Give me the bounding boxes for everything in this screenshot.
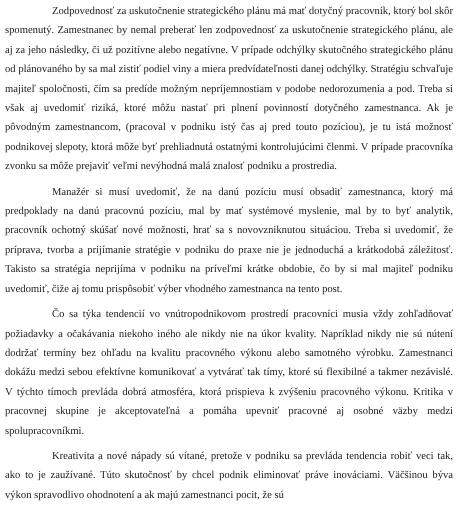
paragraph-creativity: Kreativita a nové nápady sú vítané, pretože v podniku sa prevláda tendencia robiť veci tak, ako to je zaužívané. Túto skutočnosť by chcel podnik eliminovať práve inováciami. Väčšinou býva výkon spravodlivo ohodnotení a ak majú zamestnanci pocit, že sú — [5, 450, 453, 501]
paragraph-manager: Manažér si musí uvedomiť, že na danú pozíciu musí obsadiť zamestnanca, ktorý má predpoklady na danú pracovnú pozíciu, mal by mať systémové myslenie, mal by to byť analytik, pracovník ochotný skúšať nové možnosti, hrať sa s novovzniknutou situáciou. Treba si uvedomiť, že príprava, tvorba a prijímanie stratégie v podniku do praxe nie je jednoduchá a krátkodobá záležitosť. Takisto sa stratégia neprijíma v podniku na príveľmi krátke obdobie, čo by si mal majiteľ podniku uvedomiť, čiže aj tomu prispôsobiť výber vhodného zamestnanca na tento post. — [5, 186, 453, 295]
paragraph-responsibility: Zodpovednosť za uskutočnenie strategického plánu má mať dotyčný pracovník, ktorý bol skôr spomenutý. Zamestnanec by nemal preberať len zodpovednosť za uskutočnenie strategického plánu, ale aj za jeho následky, či už pozitívne alebo negatívne. V prípade odchýlky skutočného strategického plánu od plánovaného by sa mal zistiť podiel viny a miera predvídateľnosti danej odchýlky. Stratégiu schvaľuje majiteľ spoločnosti, čím sa predíde možným nepríjemnostiam v podobe nedorozumenia a pod. Treba si však aj uvedomiť riziká, ktoré môžu nastať pri plnení povinností dotyčného zamestnanca. Ak je pôvodným zamestnancom, (pracoval v podniku istý čas aj pred touto pozíciou), je tu istá možnosť podnikovej slepoty, ktorá môže byť prehliadnutá ostatnými kontrolujúcimi členmi. V prípade pracovníka zvonku sa môže prejaviť veľmi nevýhodná malá znalosť podniku a prostredia. — [5, 6, 453, 173]
paragraph-internal-environment: Čo sa týka tendencií vo vnútropodnikovom prostredí pracovníci musia vždy zohľadňovať požiadavky a očakávania niekoho iného ale nikdy nie na úkor kvality. Napríklad nikdy nie sú nútení dodržať termíny bez ohľadu na kvalitu pracovného výkonu alebo samotného výrobku. Zamestnanci dokážu medzi sebou efektívne komunikovať a vytvárať tak tímy, ktoré sú flexibilné a takmer nezávislé. V týchto tímoch prevláda dobrá atmosféra, ktorá prispieva k zvýšeniu pracovného výkonu. Kritika v pracovnej skupine je akceptovateľná a pomáha upevniť pracovné aj osobné väzby medzi spolupracovníkmi. — [5, 309, 453, 437]
